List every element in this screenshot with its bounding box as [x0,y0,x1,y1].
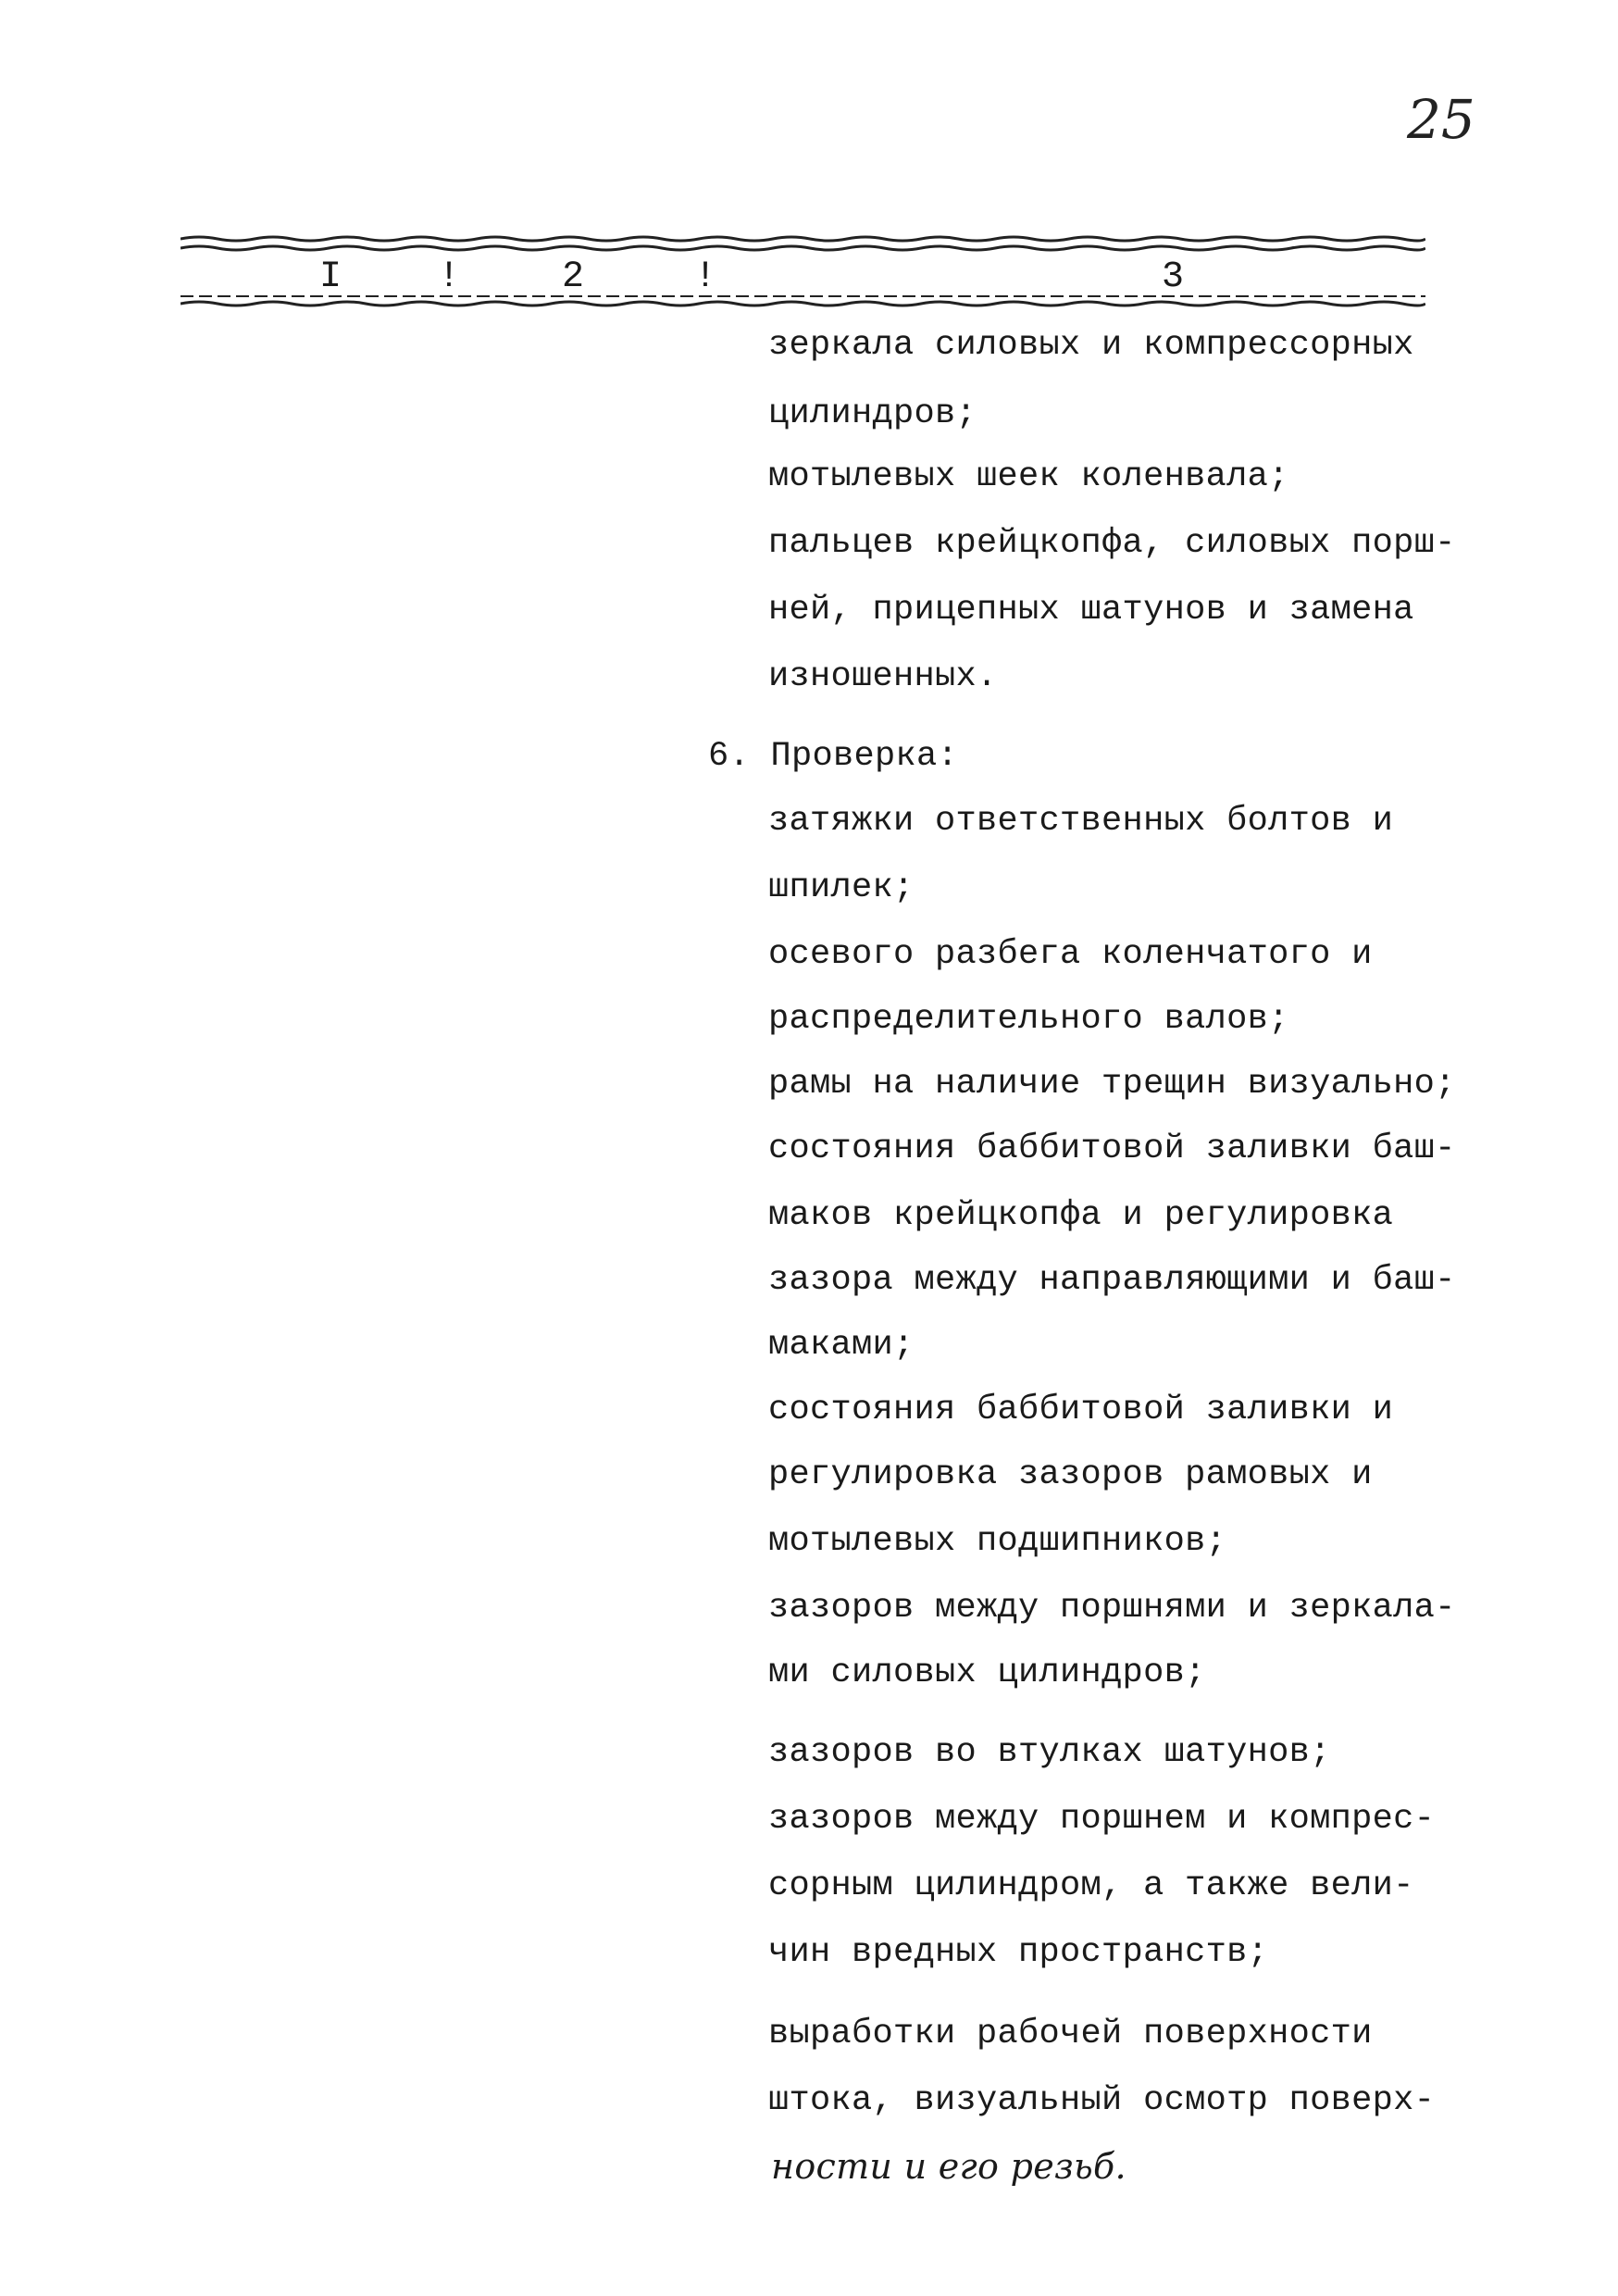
page-number: 25 [1407,88,1475,151]
list-item: зазоров между поршнем и компрес- [768,1800,1436,1839]
list-item: ми силовых цилиндров; [768,1653,1206,1692]
section-heading: 6. Проверка: [708,737,959,776]
list-item: шпилек; [768,868,915,907]
text-line: мотылевых шеек коленвала; [768,457,1289,496]
list-item: зазоров между поршнями и зеркала- [768,1589,1456,1628]
list-item: сорным цилиндром, а также вели- [768,1866,1414,1905]
list-item: регулировка зазоров рамовых и [768,1455,1373,1494]
header-rules [180,220,1425,313]
column-separator: ! [438,256,461,298]
text-line: пальцев крейцкопфа, силовых порш- [768,524,1456,563]
list-item: штока, визуальный осмотр поверх- [768,2081,1436,2120]
handwritten-text: ности и его резьб. [771,2146,1126,2187]
column-header-3: 3 [1162,256,1185,298]
column-header-1: I [319,256,342,298]
list-item: выработки рабочей поверхности [768,2015,1373,2053]
list-item: затяжки ответственных болтов и [768,802,1394,841]
text-line: цилиндров; [768,394,977,433]
list-item: маков крейцкопфа и регулировка [768,1196,1394,1235]
list-item: распределительного валов; [768,1000,1289,1039]
text-line: зеркала силовых и компрессорных [768,326,1414,365]
text-line: изношенных. [768,657,998,696]
list-item: рамы на наличие трещин визуально; [768,1065,1456,1104]
list-item: зазора между направляющими и баш- [768,1261,1456,1300]
list-item: маками; [768,1326,915,1365]
table-header [180,220,1425,313]
list-item: чин вредных пространств; [768,1933,1269,1972]
list-item: состояния баббитовой заливки и [768,1391,1394,1429]
column-separator: ! [694,256,717,298]
list-item: зазоров во втулках шатунов; [768,1733,1331,1772]
column-header-2: 2 [562,256,585,298]
list-item: состояния баббитовой заливки баш- [768,1129,1456,1168]
list-item: осевого разбега коленчатого и [768,935,1373,974]
list-item: мотылевых подшипников; [768,1522,1227,1561]
text-line: ней, прицепных шатунов и замена [768,591,1414,630]
